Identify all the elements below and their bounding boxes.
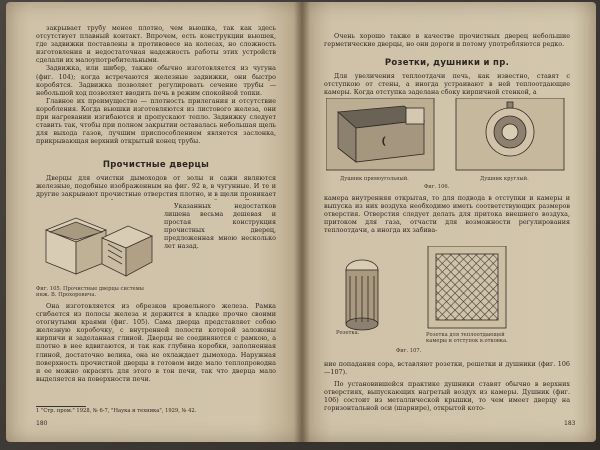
left-mid-text-full <box>36 174 276 200</box>
section-heading-cleanout-doors: Прочистные дверцы <box>102 160 210 170</box>
right-page <box>302 2 596 442</box>
figure-107-left-caption: Розетка. <box>336 330 360 336</box>
right-page-number: 183 <box>564 420 576 427</box>
paragraph: Для увеличения теплоотдачи печь, как известно, ставят с отступкою от стены, а иногда устраивают в ней теплоотдающие камеры. Когда отступка заделана сбоку кирпичной стенкой, а <box>324 72 570 97</box>
footnote-rule <box>36 406 86 407</box>
figure-105-cleanout-doors <box>36 200 158 284</box>
paragraph: По установившейся практике душники ставят обычно в верхних отверстиях, выпускающих нагретый воздух из камеры. Душник (фиг. 106) состоит из металлической крышки, то чем имеет дверцу на горизонтальной оси (шарнире), открытой кото- <box>324 380 570 413</box>
paragraph: Она изготовляется из обрезков кровельного железа. Рамка сгибается из полосы железа и держится в кладке прочно своими отогнутыми краями (фиг. 105). Сама дверца представляет собою железную коробочку, с внутренней полости которой заложены кирпичи и заделанная глиной. Дверцы не соединяются с рамкою, а плотно в нее вдвигаются, и так как глубина коробки, заполненная глиной, достаточно велика, она не охлаждает дымохода. Наружная поверхность прочистной дверцы в готовом виде мало теплопроводна и ее можно окрасить для этого в тон печи, так что дверца мало выделяется на поверхности печи. <box>36 302 276 383</box>
paragraph: Очень хорошо также в качестве прочистных дверец небольшие герметические дверцы, но они дороги и потому употребляются редко. <box>324 32 570 49</box>
left-page <box>6 2 302 442</box>
open-book <box>6 2 596 442</box>
paragraph: ние попадания сора, вставляют розетки, решетки и душники (фиг. 106—107). <box>324 360 570 377</box>
figure-107-number: Фиг. 107. <box>396 348 422 354</box>
svg-text:(: ( <box>382 137 386 147</box>
book-gutter <box>294 2 310 442</box>
footnote: 1 "Стр. пром." 1928, № 6-7, "Наука и техника", 1929, № 42. <box>36 408 197 414</box>
paragraph: Указанных недостатков лишена весьма дешевая и простая конструкция прочистных дверец, предложенная мною несколько лет назад. <box>164 202 276 251</box>
paragraph: закрывает трубу менее плотно, чем вьюшка, так как здесь отсутствует плавный контакт. Впрочем, есть конструкции вьюшек, где задвижки поставлены в противовесе на колесах, но сложность изготовления и недостаточная надежность работы этих устройств сделали их малоупотребительными. <box>36 24 276 65</box>
right-intro-text <box>324 72 570 96</box>
left-mid-text-column <box>164 202 276 300</box>
paragraph: Дверцы для очистки дымоходов от золы и сажи являются железные, подобные изображенным на фиг. 92 в, в чугунные. И те и другие закрывают прочистные отверстия плотно, и в щели проникает <box>36 174 276 199</box>
figure-106-left-caption: Душник прямоугольный. <box>340 176 409 182</box>
figure-107-right-caption: Розетка для теплоотдающей камеры и отступок в.отковка. <box>426 332 508 345</box>
section-heading-rosettes: Розетки, душники и пр. <box>384 58 510 68</box>
right-bottom-text <box>324 380 570 416</box>
figure-106-right-caption: Душник круглый. <box>480 176 529 182</box>
figure-106-number: Фиг. 106. <box>424 184 450 190</box>
left-lower-text <box>36 302 276 404</box>
paragraph: Задвижка, или шибер, также обычно изготовляется из чугуна (фиг. 104); когда встречаются железные задвижки, они быстро коробятся. Задвижка позволяет регулировать сечение трубы — небольшой ход позволяет вводить печь в режим спокойной топки. <box>36 64 276 97</box>
right-top-text <box>324 32 570 48</box>
left-page-number: 180 <box>36 420 48 427</box>
paragraph: Главное их преимущество — плотность прилегания и отсутствие коробления. Когда вьюшки изготовляются из листового железа, они при нагревании изгибаются и пропускают тепло. Задвижку следует ставить так, чтобы при полном закрытии оставалась небольшая щель для выхода газов, лучшим приспособлением является заслонка, прикрывающая верхний открытый конец трубы. <box>36 96 276 146</box>
left-top-text <box>36 24 276 145</box>
paragraph: камера внутренняя открытая, то для подвода в отступки и камеры и выпуска из них воздуха необходимо иметь соответствующих размеров отверстия. Отверстия следует делать для притока внешнего воздуха, притоком для газа, отчасти для возможности регулирования теплоотдачи, а иногда их забива- <box>324 194 570 235</box>
right-side-fragment <box>324 360 570 376</box>
figure-106-dampers <box>326 98 570 174</box>
right-middle-text <box>324 194 570 234</box>
figure-107-rosettes <box>332 246 570 342</box>
figure-105-caption: Фиг. 105. Прочистные дверцы системы инж. В. Прохоровича. <box>36 286 144 299</box>
